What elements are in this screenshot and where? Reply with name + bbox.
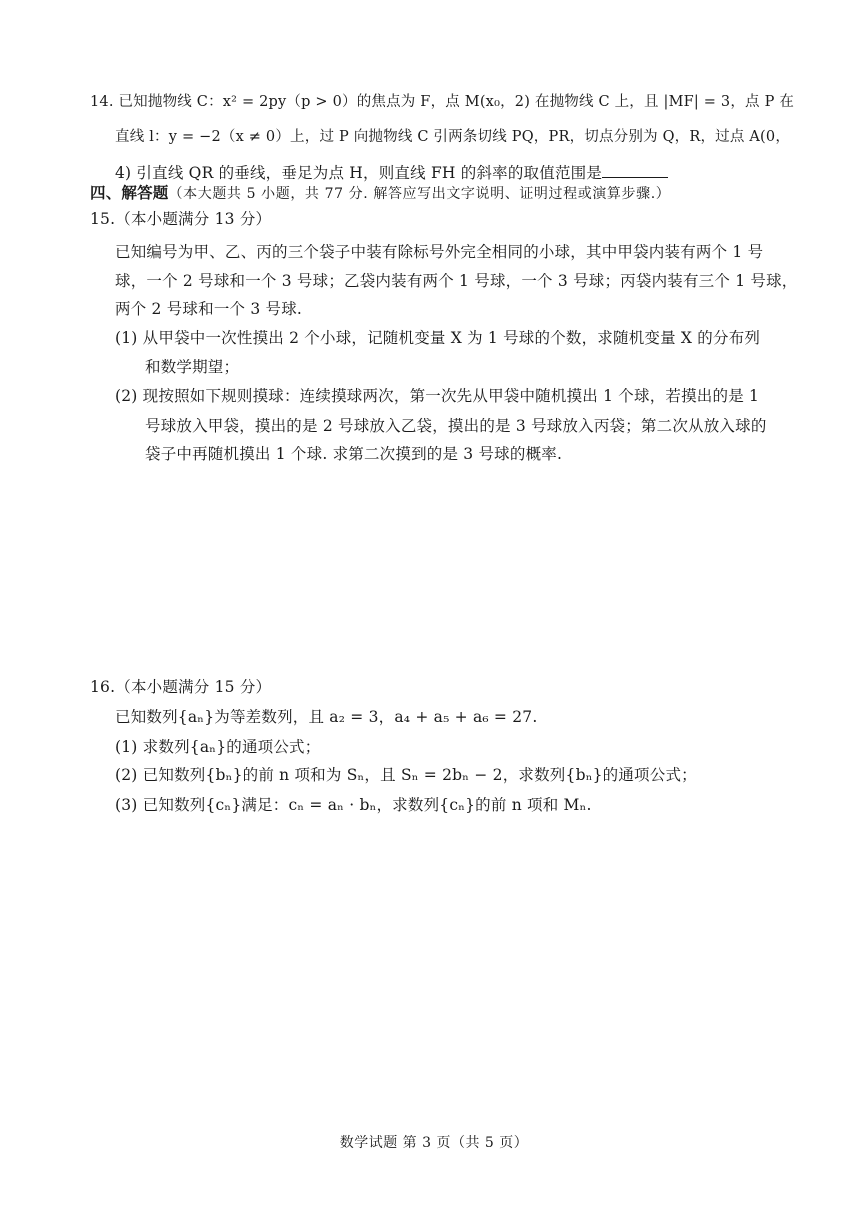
q16-part3: (3) 已知数列{cₙ}满足：cₙ = aₙ · bₙ，求数列{cₙ}的前 n 项和 Mₙ. — [115, 796, 592, 814]
q16-stem: 已知数列{aₙ}为等差数列，且 a₂ = 3，a₄ + a₅ + a₆ = 27. — [115, 708, 538, 726]
q16-part2: (2) 已知数列{bₙ}的前 n 项和为 Sₙ，且 Sₙ = 2bₙ − 2，求数列{bₙ}的通项公式； — [115, 766, 697, 784]
q14-line3-wrap — [115, 161, 668, 183]
section-heading — [90, 183, 670, 204]
q15-header: 15.（本小题满分 13 分） — [90, 210, 272, 228]
q15-part1-line2: 和数学期望； — [145, 358, 240, 376]
q15-stem-line2: 球，一个 2 号球和一个 3 号球；乙袋内装有两个 1 号球，一个 3 号球；丙袋内装有三个 1 号球， — [115, 272, 798, 290]
answer-blank — [602, 161, 668, 178]
q15-stem-line3: 两个 2 号球和一个 3 号球. — [115, 300, 303, 318]
q15-part2-line2: 号球放入甲袋，摸出的是 2 号球放入乙袋，摸出的是 3 号球放入丙袋；第二次从放入球的 — [145, 417, 767, 435]
q14-line1: 14. 已知抛物线 C：x² = 2py（p > 0）的焦点为 F，点 M(x₀，2) 在抛物线 C 上，且 |MF| = 3，点 P 在 — [90, 94, 795, 110]
q15-part2-line3: 袋子中再随机摸出 1 个球. 求第二次摸到的是 3 号球的概率. — [145, 445, 563, 463]
q14-line2: 直线 l：y = −2（x ≠ 0）上，过 P 向抛物线 C 引两条切线 PQ，PR，切点分别为 Q，R，过点 A(0， — [115, 129, 791, 145]
q15-part1-line1: (1) 从甲袋中一次性摸出 2 个小球，记随机变量 X 为 1 号球的个数，求随机变量 X 的分布列 — [115, 329, 761, 347]
q16-header: 16.（本小题满分 15 分） — [90, 678, 272, 696]
section-title: 四、解答题 — [90, 183, 169, 202]
q15-stem-line1: 已知编号为甲、乙、丙的三个袋子中装有除标号外完全相同的小球，其中甲袋内装有两个 1 号 — [115, 243, 764, 261]
q15-part2-line1: (2) 现按照如下规则摸球：连续摸球两次，第一次先从甲袋中随机摸出 1 个球，若摸出的是 1 — [115, 387, 760, 405]
q16-part1: (1) 求数列{aₙ}的通项公式； — [115, 738, 321, 756]
q14-line3: 4) 引直线 QR 的垂线，垂足为点 H，则直线 FH 的斜率的取值范围是 — [115, 164, 603, 182]
section-note: （本大题共 5 小题，共 77 分. 解答应写出文字说明、证明过程或演算步骤.） — [168, 186, 671, 202]
page-footer: 数学试题 第 3 页（共 5 页） — [339, 1135, 529, 1151]
